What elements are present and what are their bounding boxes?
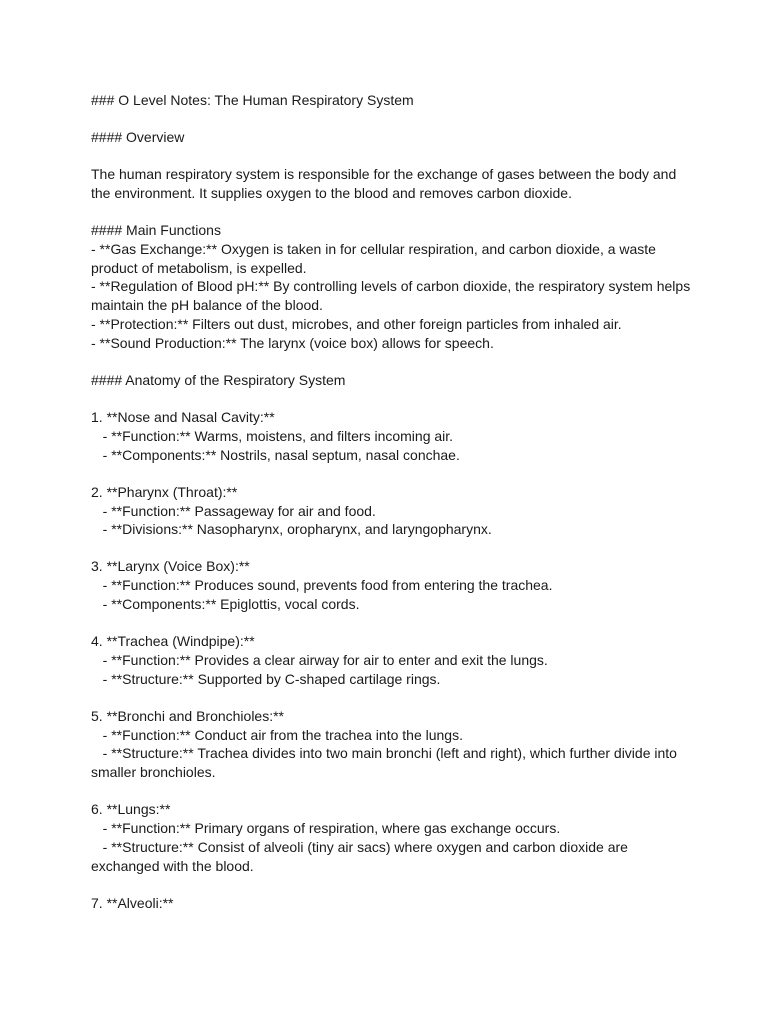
- spacer: [91, 875, 691, 893]
- anatomy-item-point: - **Divisions:** Nasopharynx, oropharynx, and laryngopharynx.: [91, 521, 492, 538]
- anatomy-section-bronchi: [91, 707, 691, 782]
- spacer: [91, 390, 691, 408]
- anatomy-item-point: - **Function:** Warms, moistens, and filters incoming air.: [91, 427, 454, 444]
- anatomy-item-point: - **Components:** Epiglottis, vocal cords.: [91, 596, 360, 613]
- document-title: ### O Level Notes: The Human Respiratory System: [91, 92, 414, 108]
- main-function-item: - **Gas Exchange:** Oxygen is taken in for cellular respiration, and carbon dioxide, a waste product of metabolism, is expelled.: [91, 240, 660, 276]
- spacer: [91, 539, 691, 557]
- anatomy-item-point: - **Structure:** Consist of alveoli (tiny air sacs) where oxygen and carbon dioxide are exchanged with the blood.: [91, 838, 632, 874]
- anatomy-section-pharynx: [91, 483, 691, 539]
- document-page: [91, 91, 695, 913]
- anatomy-section-nose: [91, 408, 691, 464]
- anatomy-item-title: 1. **Nose and Nasal Cavity:**: [91, 409, 275, 426]
- anatomy-item-point: - **Structure:** Trachea divides into two main bronchi (left and right), which further divide into smaller bronchioles.: [91, 745, 681, 781]
- anatomy-item-title: 5. **Bronchi and Bronchioles:**: [91, 707, 285, 724]
- anatomy-section-lungs: [91, 800, 691, 875]
- main-functions-heading: #### Main Functions: [91, 222, 221, 239]
- spacer: [91, 614, 691, 632]
- anatomy-item-point: - **Function:** Conduct air from the trachea into the lungs.: [91, 726, 463, 743]
- anatomy-item-title: 4. **Trachea (Windpipe):**: [91, 633, 255, 650]
- anatomy-item-point: - **Function:** Primary organs of respiration, where gas exchange occurs.: [91, 820, 561, 837]
- spacer: [91, 782, 691, 800]
- main-function-item: - **Sound Production:** The larynx (voice box) allows for speech.: [91, 334, 494, 351]
- anatomy-item-title: 2. **Pharynx (Throat):**: [91, 483, 238, 500]
- spacer: [91, 203, 691, 221]
- anatomy-section-alveoli: [91, 894, 691, 913]
- anatomy-heading: #### Anatomy of the Respiratory System: [91, 371, 346, 388]
- spacer: [91, 464, 691, 482]
- main-function-item: - **Protection:** Filters out dust, microbes, and other foreign particles from inhaled air.: [91, 316, 622, 333]
- anatomy-item-title: 6. **Lungs:**: [91, 801, 171, 818]
- main-function-item: - **Regulation of Blood pH:** By controlling levels of carbon dioxide, the respiratory system helps maintain the pH balance of the blood.: [91, 278, 695, 314]
- anatomy-item-title: 3. **Larynx (Voice Box):**: [91, 558, 250, 575]
- overview-heading: #### Overview: [91, 129, 185, 146]
- anatomy-item-point: - **Function:** Provides a clear airway for air to enter and exit the lungs.: [91, 651, 548, 668]
- spacer: [91, 689, 691, 707]
- anatomy-item-point: - **Function:** Passageway for air and food.: [91, 502, 376, 519]
- anatomy-item-point: - **Components:** Nostrils, nasal septum, nasal conchae.: [91, 446, 460, 463]
- anatomy-item-title: 7. **Alveoli:**: [91, 894, 174, 911]
- spacer: [91, 110, 691, 128]
- anatomy-section-trachea: [91, 632, 691, 688]
- anatomy-section-larynx: [91, 557, 691, 613]
- overview-paragraph: The human respiratory system is responsible for the exchange of gases between the body and the environment. It supplies oxygen to the blood and removes carbon dioxide.: [91, 166, 681, 201]
- spacer: [91, 147, 691, 165]
- spacer: [91, 353, 691, 371]
- anatomy-item-point: - **Function:** Produces sound, prevents food from entering the trachea.: [91, 577, 553, 594]
- anatomy-item-point: - **Structure:** Supported by C-shaped cartilage rings.: [91, 670, 441, 687]
